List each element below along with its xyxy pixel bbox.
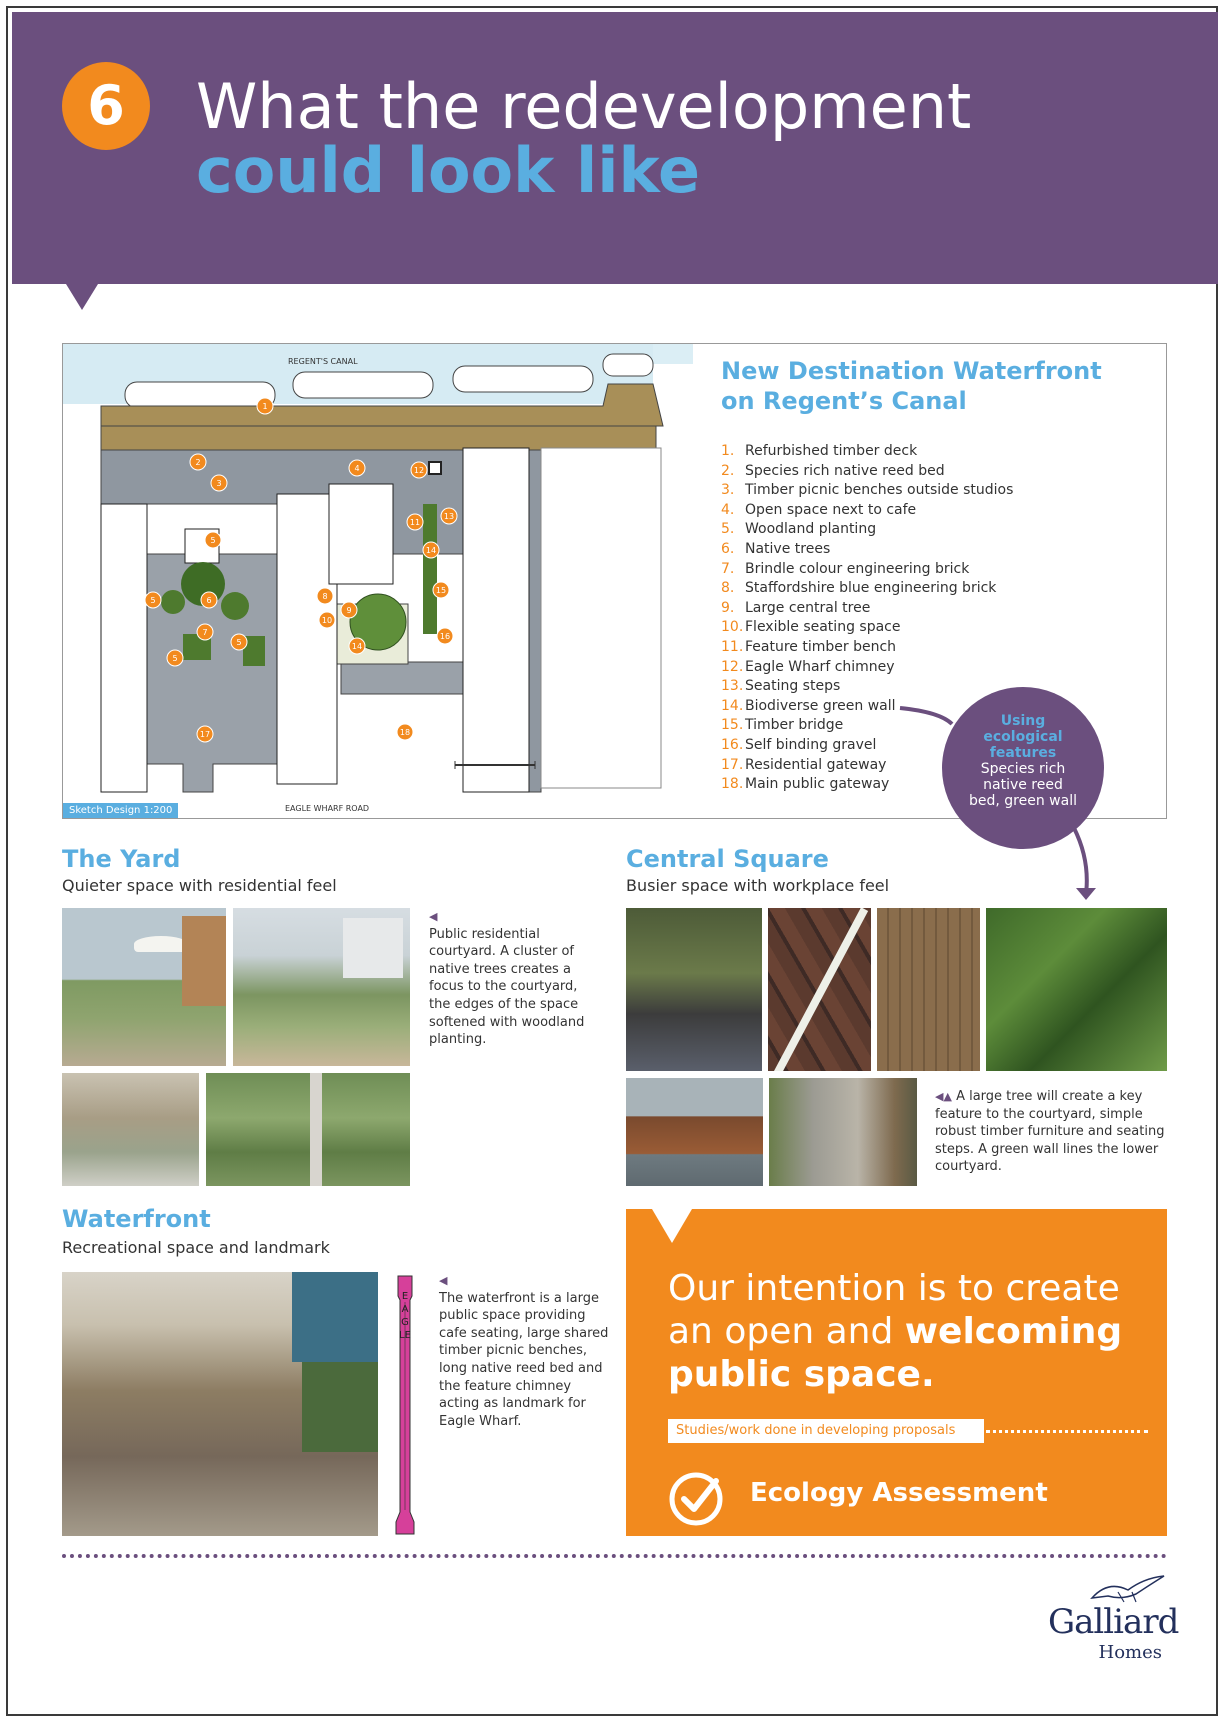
header-pointer [66, 284, 98, 310]
section-number-badge: 6 [62, 62, 150, 150]
svg-text:13: 13 [443, 512, 455, 521]
intention-statement: Our intention is to create an open and welcoming public space. [668, 1268, 1123, 1395]
svg-text:18: 18 [399, 728, 411, 737]
yard-subtitle: Quieter space with residential feel [62, 876, 337, 895]
legend-item: 8. Staffordshire blue engineering brick [721, 580, 997, 597]
sketch-scale-label: Sketch Design 1:200 [63, 803, 178, 818]
eco-callout-title-2: ecological [983, 729, 1063, 745]
svg-text:10: 10 [321, 616, 333, 625]
eco-callout-text-1: Species rich [980, 761, 1066, 777]
legend-item: 5. Woodland planting [721, 521, 877, 538]
waterfront-photo [62, 1272, 378, 1536]
logo-subtitle: Homes [1098, 1642, 1162, 1663]
central-title: Central Square [626, 845, 829, 873]
svg-text:17: 17 [199, 730, 211, 739]
svg-text:14: 14 [351, 642, 363, 651]
svg-text:4: 4 [354, 464, 360, 473]
central-subtitle: Busier space with workplace feel [626, 876, 890, 895]
svg-text:11: 11 [409, 518, 421, 527]
legend-item: 15. Timber bridge [721, 717, 844, 734]
svg-text:5: 5 [150, 596, 156, 605]
central-photo-steps [769, 1078, 917, 1186]
eco-callout-title-3: features [989, 745, 1057, 761]
legend-item: 17. Residential gateway [721, 756, 887, 773]
checkmark-icon [668, 1471, 724, 1527]
ecology-assessment-label: Ecology Assessment [750, 1478, 1048, 1508]
svg-text:8: 8 [322, 592, 328, 601]
legend-item: 3. Timber picnic benches outside studios [721, 482, 1014, 499]
svg-text:7: 7 [202, 628, 208, 637]
legend-item: 7. Brindle colour engineering brick [721, 560, 970, 577]
svg-text:15: 15 [435, 586, 447, 595]
svg-text:9: 9 [346, 606, 352, 615]
central-photo-timber [626, 1078, 763, 1186]
legend-item: 11. Feature timber bench [721, 638, 897, 655]
legend-item: 14. Biodiverse green wall [721, 697, 896, 714]
svg-text:1: 1 [262, 402, 268, 411]
yard-photo-pergola [62, 1073, 199, 1186]
bird-logo-icon [1088, 1572, 1168, 1604]
yard-title: The Yard [62, 845, 181, 873]
galliard-logo [1048, 1572, 1179, 1663]
logo-name: Galliard [1048, 1602, 1179, 1642]
yard-caption [429, 908, 599, 1049]
central-caption [935, 1088, 1165, 1176]
central-photo-greenwall [986, 908, 1167, 1071]
waterfront-caption [439, 1272, 609, 1430]
eco-callout-text-2: native reed [983, 777, 1063, 793]
plan-title-line1: New Destination Waterfront [721, 357, 1102, 385]
svg-text:2: 2 [195, 458, 201, 467]
legend-item: 13. Seating steps [721, 678, 841, 695]
eco-callout-title-1: Using [1000, 713, 1046, 729]
caption-pointer-icon: ◀ [429, 910, 438, 923]
plan-title [721, 356, 1102, 416]
central-photo-bench [877, 908, 980, 1071]
legend-item: 9. Large central tree [721, 599, 871, 616]
svg-text:14: 14 [425, 546, 437, 555]
page-title-line1: What the redevelopment [196, 70, 972, 143]
intention-box [626, 1209, 1167, 1536]
caption-pointer-icon: ◀ [439, 1274, 448, 1287]
svg-text:5: 5 [236, 638, 242, 647]
svg-text:6: 6 [206, 596, 212, 605]
legend-item: 1. Refurbished timber deck [721, 443, 918, 459]
svg-text:16: 16 [439, 632, 451, 641]
legend-item: 6. Native trees [721, 540, 831, 557]
road-label: EAGLE WHARF ROAD [285, 804, 370, 813]
studies-dotted-line [986, 1430, 1148, 1433]
yard-photo-planting [233, 908, 410, 1066]
central-caption-text: A large tree will create a key feature to the courtyard, simple robust timber furniture and seating steps. A green wall lines the lower courtyard. [935, 1089, 1165, 1175]
intention-box-notch [652, 1209, 692, 1243]
central-photo-event [626, 908, 762, 1071]
waterfront-caption-text: The waterfront is a large public space providing cafe seating, large shared timber picnic benches, long native reed bed and the feature chimney acting as landmark for Eagle Wharf. [439, 1290, 609, 1429]
legend-item: 4. Open space next to cafe [721, 501, 917, 518]
svg-text:12: 12 [413, 466, 425, 475]
svg-text:5: 5 [172, 654, 178, 663]
svg-text:5: 5 [210, 536, 216, 545]
central-photo-paving [768, 908, 871, 1071]
legend-item: 2. Species rich native reed bed [721, 462, 945, 479]
canal-label: REGENT'S CANAL [288, 357, 358, 366]
yard-photo-courtyard [62, 908, 226, 1066]
footer-divider [62, 1554, 1167, 1558]
site-plan-map [63, 344, 693, 818]
studies-label: Studies/work done in developing proposals [668, 1419, 984, 1443]
yard-caption-text: Public residential courtyard. A cluster of native trees creates a focus to the courtyard, the edges of the space softened with woodland planting. [429, 926, 585, 1048]
legend-item: 10. Flexible seating space [721, 619, 901, 636]
yard-photo-flowers [206, 1073, 410, 1186]
legend-item: 16. Self binding gravel [721, 736, 877, 753]
waterfront-subtitle: Recreational space and landmark [62, 1238, 330, 1257]
legend-item: 12. Eagle Wharf chimney [721, 658, 895, 675]
waterfront-title: Waterfront [62, 1205, 211, 1233]
eco-callout-circle [942, 687, 1104, 849]
caption-pointer-icon: ◀▲ [935, 1090, 952, 1103]
eco-callout-text-3: bed, green wall [969, 793, 1077, 809]
page-title-line2: could look like [196, 134, 701, 207]
legend-item: 18. Main public gateway [721, 776, 890, 793]
plan-title-line2: on Regent’s Canal [721, 387, 967, 415]
chimney-text: EAGLE [399, 1291, 411, 1341]
svg-text:3: 3 [216, 479, 222, 488]
